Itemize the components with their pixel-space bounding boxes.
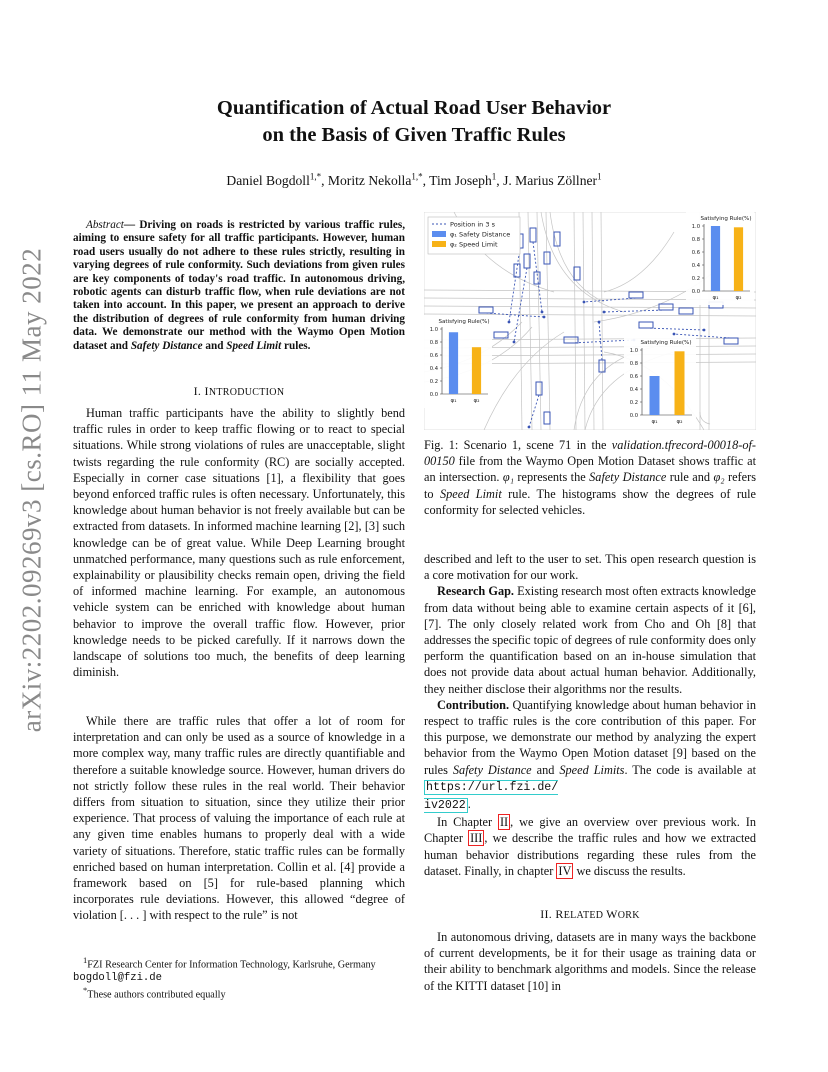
paragraph-research-gap: Research Gap. Existing research most often extracts knowledge from data without being able to examine certain aspects of it [6], [7]. The only closely related work from Cho and Oh [8] that addresses the specific topic of degrees of rule conformity does only perform the quantification based on an in-house simulation that does not provide data about actual human behavior. Additionally, they neither disclose their algorithms nor the results. [424, 584, 757, 696]
histogram-tick-label: 0.2 [629, 400, 638, 406]
paper-title [150, 95, 678, 149]
histogram-tick-label: 1.0 [629, 348, 638, 354]
author: J. Marius Zöllner$^1$ [503, 171, 602, 188]
author: Moritz Nekolla$^{1,*}$, [327, 171, 430, 188]
histogram-category-label: φ₁ [450, 398, 457, 404]
paragraph-contribution: Contribution. Quantifying knowledge about human behavior in respect to traffic rules is the core contribution of this paper. For this purpose, we demonstrate our method by analyzing the expert behavior from the Waymo Open Motion dataset [9] based on the rules Safety Distance and Speed Limits. The code is available at https://url.fzi.de/ iv2022 . [424, 697, 757, 813]
histogram-bar-2 [734, 227, 743, 291]
histogram-tick-label: 0.8 [429, 340, 438, 346]
chapter-ref-ii[interactable]: II [499, 815, 509, 830]
abstract: Abstract— Driving on roads is restricted by various traffic rules, aiming to ensure safety for all traffic participants. However, human road users usually do not adhere to these rules strictly, resulting in varying degrees of rule conformity. Such deviations from given rules are key components of today's road traffic. In autonomous driving, robotic agents can disturb traffic flow, when rule deviations are not taken into account. In this paper, we present an approach to derive the distribution of degrees of rule conformity from human driving data. We demonstrate our method with the Waymo Open Motion dataset and Safety Distance and Speed Limit rules. [73, 219, 405, 352]
right-column-body [424, 551, 756, 879]
histogram-tick-label: 0.6 [429, 353, 438, 359]
legend-phi1-label: φ₁ Safety Distance [450, 230, 511, 239]
histogram-tick-label: 0.8 [629, 361, 638, 367]
intro-paragraph-2: While there are traffic rules that offer a lot of room for interpretation and can only be used as a source of knowledge in a more complex way, many traffic rules are directly quantifiable and therefore a suitable knowledge source. However, human drivers do not strictly follow these rules in the real world. Their behavior differs from situation to situation, since they utilize their prior experience. That process of valuing the importance of each rule at any given time enables humans to properly deal with a wide variety of situations. Therefore, static traffic rules can be formally enriched based on human interpretation. Collin et al. [4] provide a framework based on [5] for rule-based planning which incorporates rule deviations. However, this allowed “degree of violation [. . . ] with respect to the rule” is not [73, 714, 405, 923]
histogram-bar-1 [449, 332, 458, 394]
author-email: bogdoll@fzi.de [73, 971, 163, 984]
histogram-category-label: φ₂ [473, 398, 480, 404]
footnote-affiliation: $^1$FZI Research Center for Information Technology, Karlsruhe, Germany bogdoll@fzi.de [73, 955, 376, 984]
histogram-category-label: φ₁ [712, 295, 719, 301]
histogram-tick-label: 0.4 [691, 263, 700, 269]
section-heading-introduction: I. INTRODUCTION [193, 384, 285, 398]
histogram-tick-label: 0.0 [629, 413, 638, 419]
histogram-category-label: φ₂ [735, 295, 742, 301]
histogram-tick-label: 0.4 [429, 366, 438, 372]
histogram-bottom-right [624, 336, 696, 429]
abstract-label: Abstract [86, 219, 124, 231]
histogram-tick-label: 0.6 [629, 374, 638, 380]
author-list [120, 171, 708, 189]
histogram-left [424, 315, 492, 408]
histogram-title: Satisfying Rule(%) [700, 216, 752, 222]
histogram-tick-label: 0.4 [629, 387, 638, 393]
paragraph-continuation: described and left to the user to set. This open research question is a core motivation for our work. [424, 552, 756, 583]
histogram-tick-label: 0.6 [691, 250, 700, 256]
author: Daniel Bogdoll$^{1,*}$, [226, 171, 328, 188]
histogram-tick-label: 0.2 [429, 379, 438, 385]
histogram-tick-label: 0.0 [429, 392, 438, 398]
legend-phi2-label: φ₂ Speed Limit [450, 240, 498, 249]
title-line-1: Quantification of Actual Road User Behavior [216, 97, 612, 119]
histogram-bar-2 [675, 351, 685, 415]
paragraph-outline: In Chapter II , we give an overview over previous work. In Chapter III , we describe the traffic rules and how we extracted human behavior distributions regarding these rules from the dataset. Finally, in chapter IV we discuss the results. [424, 815, 756, 878]
histogram-tick-label: 0.8 [691, 237, 700, 243]
figure-caption: Fig. 1: Scenario 1, scene 71 in the validation.tfrecord-00018-of-00150 file from the Waymo Open Motion Dataset shows traffic at an intersection. φ₁ represents the Safety Distance rule and φ₂ refers to Speed Limit rule. The histograms show the degrees of rule conformity for selected vehicles. [424, 438, 757, 517]
histogram-bar-1 [650, 376, 660, 415]
code-url-link[interactable]: https://url.fzi.de/ iv2022 [424, 780, 559, 813]
intersection-figure [424, 212, 756, 430]
histogram-bar-2 [472, 347, 481, 394]
chapter-ref-iii[interactable]: III [470, 831, 483, 846]
histogram-tick-label: 0.2 [691, 276, 700, 282]
figure-legend [428, 217, 520, 254]
arxiv-identifier: arXiv:2202.09269v3 [cs.RO] 11 May 2022 [16, 247, 47, 733]
section-heading-related-work: II. RELATED WORK [540, 907, 640, 921]
intro-paragraph-1: Human traffic participants have the ability to slightly bend traffic rules in order to keep traffic flowing or to react to special situations. While strong violations of rules are unacceptable, slight twists regarding the rule conformity (RC) are socially accepted. Especially in corner case situations [1], a flexibility that goes beyond enforced traffic rules is often necessary. Unfortunately, this knowledge about human behavior is not freely available but can be extracted from datasets. In informed machine learning [2], [3] such knowledge can be of great value. While Deep Learning brought unmatched performance, many questions such as rule enforcement, explainability or plausibility checks remain open, driving the field of informed machine learning. For example, an autonomous vehicle system can be enriched with knowledge about human behavior to improve the overall traffic flow. However, prior knowledge needs to be picked carefully. If it narrows down the landscape of solutions too much, the benefits of deep learning diminish. [73, 406, 405, 680]
histogram-category-label: φ₁ [651, 419, 658, 425]
histogram-top-right [686, 212, 754, 305]
histogram-tick-label: 1.0 [429, 327, 438, 333]
author: Tim Joseph$^1$, [429, 171, 504, 188]
histogram-title: Satisfying Rule(%) [438, 319, 490, 325]
histogram-bar-1 [711, 226, 720, 291]
legend-position-label: Position in 3 s [450, 220, 495, 229]
histogram-tick-label: 1.0 [691, 224, 700, 230]
footnotes [73, 954, 405, 1002]
histogram-title: Satisfying Rule(%) [640, 340, 692, 346]
histogram-tick-label: 0.0 [691, 289, 700, 295]
chapter-ref-iv[interactable]: IV [558, 863, 572, 878]
footnote-equal-contribution: *These authors contributed equally [83, 985, 226, 1001]
title-line-2: on the Basis of Given Traffic Rules [262, 124, 566, 146]
histogram-category-label: φ₂ [676, 419, 683, 425]
related-work-paragraph: In autonomous driving, datasets are in many ways the backbone of current developments, be it for their usage as training data or their ability to benchmark algorithms and models. Since the release of the KITTI dataset [10] in [424, 930, 756, 993]
figure-1 [424, 212, 756, 430]
